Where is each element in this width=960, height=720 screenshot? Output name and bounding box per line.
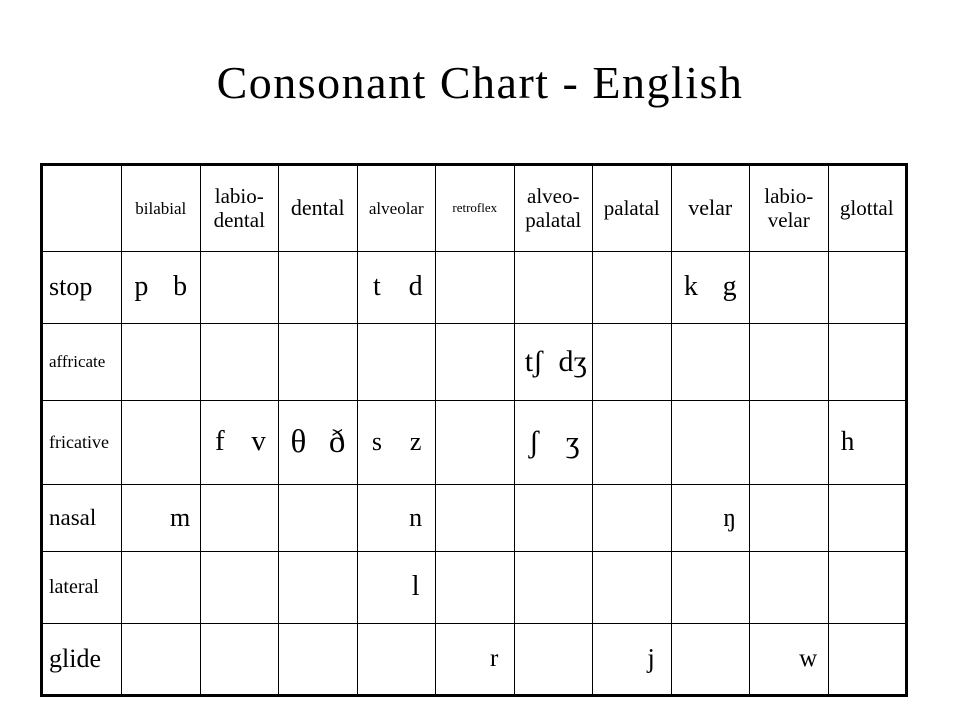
- cell-glide-velar: [671, 623, 750, 695]
- column-header-label: glottal: [839, 195, 894, 220]
- cell-nasal-bilabial: [122, 484, 201, 551]
- phoneme-voiced: z: [409, 427, 422, 456]
- phoneme-voiceless: ʃ: [528, 424, 540, 460]
- consonant-table: [40, 163, 908, 697]
- header-row: [42, 165, 907, 252]
- row-label-affricate: affricate: [42, 323, 122, 400]
- phoneme-voiced: n: [409, 502, 423, 532]
- cell-nasal-dental: [279, 484, 358, 551]
- cell-lateral-alveo-palatal: [514, 551, 593, 623]
- row-fricative: [42, 400, 907, 484]
- phoneme-voiced: w: [799, 645, 818, 673]
- cell-lateral-labio-velar: [750, 551, 829, 623]
- cell-affricate-dental: [279, 323, 358, 400]
- cell-nasal-retroflex: [436, 484, 515, 551]
- cell-lateral-velar: [671, 551, 750, 623]
- cell-stop-labio-dental: [200, 252, 279, 324]
- cell-stop-dental: [279, 252, 358, 324]
- phoneme-voiceless: θ: [290, 424, 307, 461]
- column-header-label: alveolar: [368, 198, 424, 218]
- column-header-velar: [671, 165, 750, 252]
- phoneme-voiced: g: [722, 271, 737, 303]
- cell-affricate-palatal: [593, 323, 672, 400]
- row-lateral: [42, 551, 907, 623]
- cell-stop-velar: [671, 252, 750, 324]
- phoneme-voiceless: tʃ: [524, 345, 544, 379]
- column-header-labio-velar: [750, 165, 829, 252]
- phoneme-voiceless: s: [371, 427, 382, 456]
- cell-glide-glottal: [828, 623, 907, 695]
- phoneme-voiced: l: [411, 570, 420, 602]
- cell-lateral-bilabial: [122, 551, 201, 623]
- column-header-labio-dental: [200, 165, 279, 252]
- cell-affricate-alveo-palatal: [514, 323, 593, 400]
- cell-affricate-velar: [671, 323, 750, 400]
- corner-cell: [42, 165, 122, 252]
- column-header-alveolar: [357, 165, 436, 252]
- cell-stop-labio-velar: [750, 252, 829, 324]
- cell-fricative-retroflex: [436, 400, 515, 484]
- cell-stop-alveo-palatal: [514, 252, 593, 324]
- cell-lateral-glottal: [828, 551, 907, 623]
- cell-lateral-palatal: [593, 551, 672, 623]
- column-header-label: palatal: [603, 195, 660, 220]
- cell-stop-palatal: [593, 252, 672, 324]
- cell-nasal-glottal: [828, 484, 907, 551]
- slide-title: Consonant Chart - English: [216, 57, 744, 108]
- cell-stop-retroflex: [436, 252, 515, 324]
- cell-nasal-velar: [671, 484, 750, 551]
- cell-affricate-glottal: [828, 323, 907, 400]
- cell-stop-bilabial: [122, 252, 201, 324]
- cell-nasal-labio-velar: [750, 484, 829, 551]
- phoneme-voiced: d: [408, 271, 423, 303]
- phoneme-voiceless: [358, 572, 397, 603]
- cell-glide-alveo-palatal: [514, 623, 593, 695]
- phoneme-voiced: b: [173, 271, 188, 303]
- cell-fricative-alveo-palatal: [514, 400, 593, 484]
- column-header-label: bilabial: [135, 198, 187, 218]
- cell-nasal-labio-dental: [200, 484, 279, 551]
- phoneme-voiced: v: [251, 425, 266, 458]
- cell-fricative-labio-dental: [200, 400, 279, 484]
- cell-glide-labio-velar: [750, 623, 829, 695]
- phoneme-voiced: j: [647, 642, 655, 673]
- cell-nasal-alveo-palatal: [514, 484, 593, 551]
- column-header-label: velar: [688, 195, 733, 221]
- phoneme-voiceless: [593, 644, 632, 674]
- column-header-bilabial: [122, 165, 201, 252]
- phoneme-voiced: ŋ: [723, 502, 737, 532]
- cell-affricate-labio-velar: [750, 323, 829, 400]
- phoneme-voiceless: p: [134, 271, 149, 303]
- row-stop: [42, 252, 907, 324]
- cell-glide-dental: [279, 623, 358, 695]
- cell-glide-retroflex: [436, 623, 515, 695]
- cell-lateral-alveolar: [357, 551, 436, 623]
- column-header-label: alveo-palatal: [525, 183, 582, 232]
- column-header-palatal: [593, 165, 672, 252]
- phoneme-voiced: ʒ: [565, 424, 580, 460]
- row-label-glide: glide: [42, 623, 122, 695]
- phoneme-voiceless: [750, 645, 789, 673]
- column-header-label: labio-velar: [764, 183, 814, 232]
- column-header-glottal: [828, 165, 907, 252]
- column-header-retroflex: [436, 165, 515, 252]
- phoneme-voiced: dʒ: [558, 345, 587, 379]
- phoneme-voiced: r: [489, 645, 499, 673]
- cell-nasal-palatal: [593, 484, 672, 551]
- cell-fricative-dental: [279, 400, 358, 484]
- cell-glide-bilabial: [122, 623, 201, 695]
- cell-glide-palatal: [593, 623, 672, 695]
- row-label-stop: stop: [42, 252, 122, 324]
- column-header-alveo-palatal: [514, 165, 593, 252]
- cell-lateral-dental: [279, 551, 358, 623]
- cell-fricative-palatal: [593, 400, 672, 484]
- cell-glide-alveolar: [357, 623, 436, 695]
- cell-affricate-labio-dental: [200, 323, 279, 400]
- column-header-dental: [279, 165, 358, 252]
- row-label-nasal: nasal: [42, 484, 122, 551]
- cell-affricate-alveolar: [357, 323, 436, 400]
- cell-fricative-bilabial: [122, 400, 201, 484]
- cell-stop-alveolar: [357, 252, 436, 324]
- row-affricate: [42, 323, 907, 400]
- cell-fricative-labio-velar: [750, 400, 829, 484]
- row-nasal: [42, 484, 907, 551]
- column-header-label: retroflex: [452, 200, 498, 216]
- cell-stop-glottal: [828, 252, 907, 324]
- row-label-lateral: lateral: [42, 551, 122, 623]
- phoneme-voiceless: f: [215, 425, 225, 458]
- cell-fricative-alveolar: [357, 400, 436, 484]
- cell-affricate-bilabial: [122, 323, 201, 400]
- phoneme-voiceless: [672, 504, 711, 533]
- phoneme-voiceless: h: [840, 426, 855, 457]
- phoneme-voiceless: [436, 645, 475, 673]
- phoneme-voiceless: t: [372, 271, 381, 303]
- cell-lateral-retroflex: [436, 551, 515, 623]
- phoneme-voiceless: [358, 504, 397, 533]
- cell-nasal-alveolar: [357, 484, 436, 551]
- phoneme-voiced: ð: [328, 424, 346, 461]
- cell-affricate-retroflex: [436, 323, 515, 400]
- column-header-label: dental: [290, 195, 345, 221]
- phoneme-voiceless: [122, 504, 161, 533]
- phoneme-voiced: [867, 427, 905, 457]
- row-glide: [42, 623, 907, 695]
- row-label-fricative: fricative: [42, 400, 122, 484]
- phoneme-voiceless: k: [683, 271, 698, 303]
- cell-fricative-glottal: [828, 400, 907, 484]
- column-header-label: labio-dental: [213, 183, 265, 232]
- cell-lateral-labio-dental: [200, 551, 279, 623]
- cell-fricative-velar: [671, 400, 750, 484]
- cell-glide-labio-dental: [200, 623, 279, 695]
- phoneme-voiced: m: [170, 502, 191, 532]
